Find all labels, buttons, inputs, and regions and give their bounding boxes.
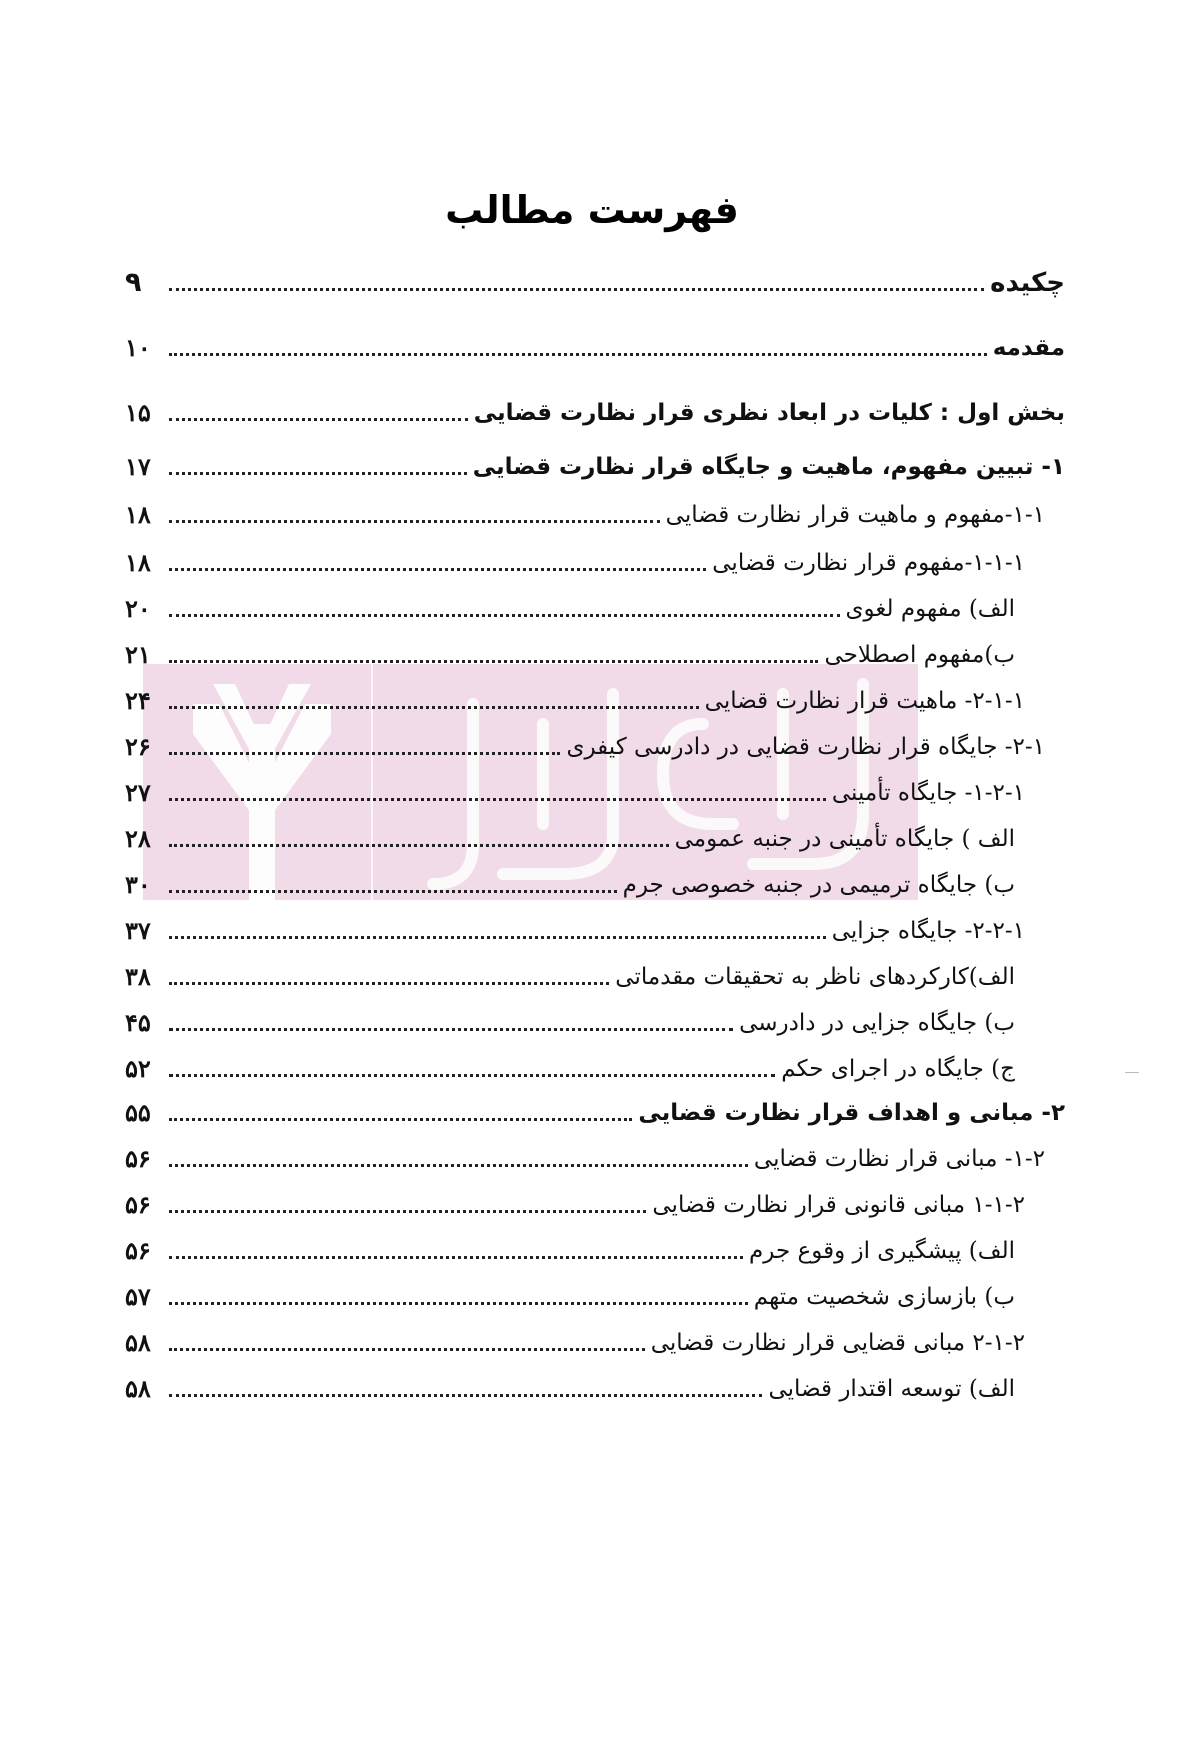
dot-leader — [169, 1210, 646, 1213]
toc-entry-title: الف) پیشگیری از وقوع جرم — [749, 1238, 1015, 1264]
toc-entry — [125, 490, 1065, 530]
dot-leader — [169, 844, 669, 847]
toc-entry-title: ۲-۱-۱- ماهیت قرار نظارت قضایی — [704, 688, 1025, 714]
toc-page-number: ۱۸ — [125, 548, 151, 577]
toc-entry-title: ج) جایگاه در اجرای حکم — [781, 1056, 1015, 1082]
toc-entry — [125, 1226, 1065, 1266]
toc-entry — [125, 388, 1065, 428]
toc-entry-title: ۱- تبیین مفهوم، ماهیت و جایگاه قرار نظارت قضایی — [472, 454, 1065, 480]
toc-page-number: ۳۰ — [125, 870, 151, 899]
toc-entry — [125, 814, 1065, 854]
dot-leader — [169, 1348, 645, 1351]
toc-entry-title: ۱-۲-۱- جایگاه تأمینی — [831, 780, 1025, 806]
dot-leader — [169, 472, 467, 475]
dot-leader — [169, 614, 840, 617]
toc-entry — [125, 630, 1065, 670]
toc-entry-title: ب) جایگاه جزایی در دادرسی — [739, 1010, 1015, 1036]
toc-page-number: ۳۷ — [125, 916, 151, 945]
toc-entry — [125, 1088, 1065, 1128]
toc-entry-title: ۲-۲-۱- جایگاه جزایی — [831, 918, 1025, 944]
toc-page-number: ۲۸ — [125, 824, 151, 853]
toc-entry — [125, 768, 1065, 808]
toc-page-number: ۵۷ — [125, 1282, 151, 1311]
toc-entry-title: بخش اول : کلیات در ابعاد نظری قرار نظارت قضایی — [473, 400, 1065, 426]
toc-entry — [125, 442, 1065, 482]
dot-leader — [169, 1302, 748, 1305]
margin-mark — [1125, 1072, 1139, 1073]
toc-page-number: ۲۱ — [125, 640, 151, 669]
toc-page-number: ۲۶ — [125, 732, 151, 761]
toc-entry — [125, 1180, 1065, 1220]
toc-page-number: ۵۶ — [125, 1144, 151, 1173]
toc-entry-title: چکیده — [990, 268, 1065, 298]
toc-entry — [125, 998, 1065, 1038]
toc-entry-title: ۱-۱-۲ مبانی قانونی قرار نظارت قضایی — [652, 1192, 1025, 1218]
dot-leader — [169, 660, 818, 663]
toc-page-number: ۱۵ — [125, 398, 151, 427]
toc-entry-title: ب)مفهوم اصطلاحی — [824, 642, 1015, 668]
toc-entry-title: الف) مفهوم لغوی — [845, 596, 1015, 622]
toc-page-number: ۵۸ — [125, 1328, 151, 1357]
toc-page-number: ۹ — [125, 267, 142, 298]
toc-entry — [125, 1044, 1065, 1084]
dot-leader — [169, 1074, 775, 1077]
dot-leader — [169, 418, 468, 421]
toc-entry-title: الف ) جایگاه تأمینی در جنبه عمومی — [674, 826, 1015, 852]
toc-page-number: ۱۷ — [125, 452, 151, 481]
toc-entry-title: مقدمه — [992, 335, 1065, 361]
toc-page-number: ۱۸ — [125, 500, 151, 529]
dot-leader — [169, 890, 617, 893]
dot-leader — [169, 1164, 748, 1167]
toc-entry — [125, 906, 1065, 946]
toc-entry — [125, 676, 1065, 716]
toc-page-number: ۵۶ — [125, 1236, 151, 1265]
toc-page-number: ۲۰ — [125, 594, 151, 623]
toc-page-number: ۵۸ — [125, 1374, 151, 1403]
toc-entry-title: ۲-۱- جایگاه قرار نظارت قضایی در دادرسی کیفری — [566, 734, 1045, 760]
page-title: فهرست مطالب — [445, 188, 739, 232]
toc-entry-title: ۲-۱-۲ مبانی قضایی قرار نظارت قضایی — [650, 1330, 1025, 1356]
toc-entry — [125, 1318, 1065, 1358]
toc-entry — [125, 323, 1065, 363]
toc-page-number: ۴۵ — [125, 1008, 151, 1037]
toc-entry — [125, 952, 1065, 992]
dot-leader — [169, 288, 984, 291]
toc-page-number: ۲۴ — [125, 686, 151, 715]
toc-entry — [125, 1272, 1065, 1312]
toc-entry — [125, 722, 1065, 762]
toc-page-number: ۱۰ — [125, 333, 151, 362]
toc-page-number: ۳۸ — [125, 962, 151, 991]
toc-entry — [125, 538, 1065, 578]
dot-leader — [169, 1394, 762, 1397]
dot-leader — [169, 353, 987, 356]
toc-page-number: ۵۵ — [125, 1098, 151, 1127]
dot-leader — [169, 752, 560, 755]
toc-page-number: ۵۲ — [125, 1054, 151, 1083]
dot-leader — [169, 1028, 733, 1031]
toc-entry — [125, 1364, 1065, 1404]
toc-entry-title: ۱-۲- مبانی قرار نظارت قضایی — [753, 1146, 1045, 1172]
toc-page-number: ۲۷ — [125, 778, 151, 807]
dot-leader — [169, 520, 660, 523]
dot-leader — [169, 1118, 632, 1121]
toc-page-number: ۵۶ — [125, 1190, 151, 1219]
toc-entry-title: ۱-۱-۱-مفهوم قرار نظارت قضایی — [712, 550, 1025, 576]
toc-entry — [125, 258, 1065, 298]
toc-entry-title: الف) توسعه اقتدار قضایی — [768, 1376, 1015, 1402]
toc-entry-title: الف)کارکردهای ناظر به تحقیقات مقدماتی — [615, 964, 1015, 990]
toc-entry-title: ب) جایگاه ترمیمی در جنبه خصوصی جرم — [622, 872, 1015, 898]
toc-entry-title: ۱-۱-مفهوم و ماهیت قرار نظارت قضایی — [665, 502, 1045, 528]
toc-entry — [125, 1134, 1065, 1174]
dot-leader — [169, 982, 609, 985]
dot-leader — [169, 568, 706, 571]
dot-leader — [169, 1256, 743, 1259]
toc-entry-title: ۲- مبانی و اهداف قرار نظارت قضایی — [638, 1100, 1065, 1126]
dot-leader — [169, 798, 826, 801]
dot-leader — [169, 706, 699, 709]
toc-entry — [125, 860, 1065, 900]
toc-entry-title: ب) بازسازی شخصیت متهم — [753, 1284, 1015, 1310]
toc-entry — [125, 584, 1065, 624]
dot-leader — [169, 936, 826, 939]
